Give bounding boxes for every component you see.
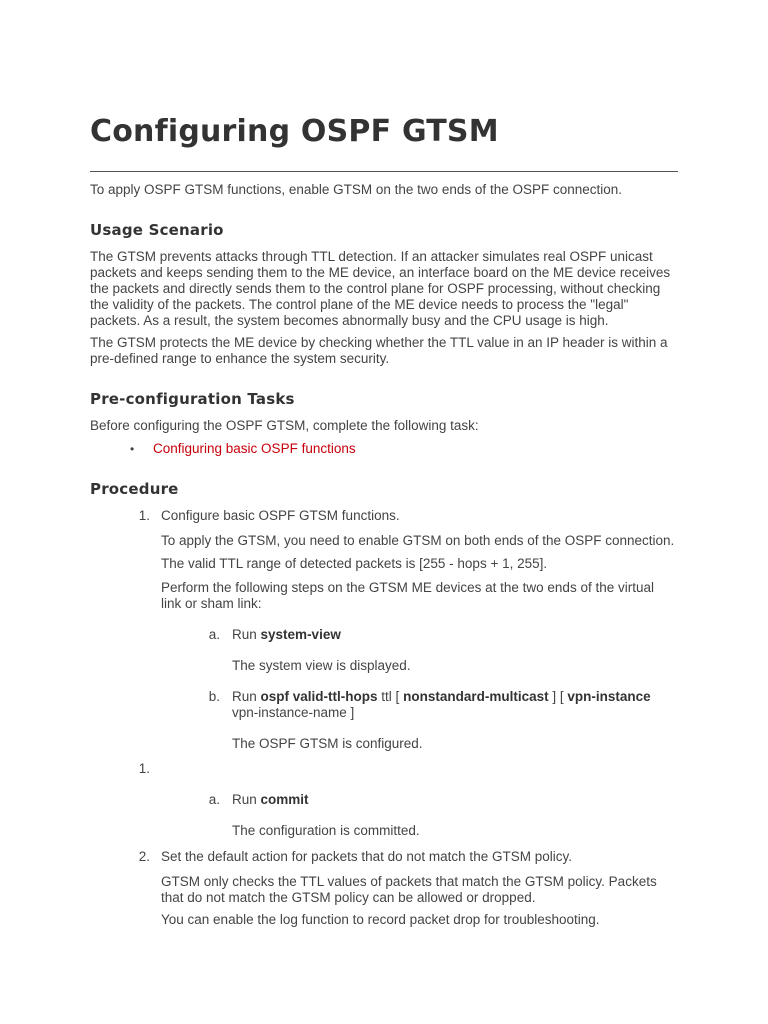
- step-1-paragraph-2: The valid TTL range of detected packets is [255 - hops + 1, 255].: [161, 556, 548, 571]
- usage-paragraph-1: The GTSM prevents attacks through TTL detection. If an attacker simulates real OSPF unicast packets and keeps sending them to the ME device, an interface board on the ME device receives the packets and directly sends them to the control plane for OSPF processing, without checking the validity of the packets. The control plane of the ME device needs to process the "legal" packets. As a result, the system becomes abnormally busy and the CPU usage is high.: [90, 249, 671, 328]
- substep-commit-letter: a.: [208, 792, 220, 807]
- step-1-text: Configure basic OSPF GTSM functions.: [161, 508, 400, 523]
- step-2-paragraph-2: You can enable the log function to record packet drop for troubleshooting.: [161, 912, 600, 927]
- preconfig-paragraph: Before configuring the OSPF GTSM, complete the following task:: [90, 418, 479, 433]
- command-ospf-valid-ttl-hops: ospf valid-ttl-hops: [260, 689, 378, 704]
- step-2-paragraph-1: GTSM only checks the TTL values of packets that match the GTSM policy. Packets that do not match the GTSM policy can be allowed or dropped.: [161, 874, 657, 905]
- step-2-text: Set the default action for packets that do not match the GTSM policy.: [161, 849, 572, 864]
- step-1-paragraph-3: Perform the following steps on the GTSM ME devices at the two ends of the virtual link or sham link:: [161, 580, 654, 611]
- preconfig-task-item: [153, 441, 356, 457]
- step-2-number: 2.: [138, 849, 150, 864]
- substep-b-letter: b.: [208, 689, 220, 704]
- run-label: Run: [232, 792, 257, 807]
- step-1b-number: 1.: [138, 761, 150, 776]
- argument-ttl: ttl [: [381, 689, 400, 704]
- usage-paragraph-2: The GTSM protects the ME device by checking whether the TTL value in an IP header is within a pre-defined range to enhance the system security.: [90, 335, 668, 366]
- substep-a-result: The system view is displayed.: [232, 658, 411, 673]
- substep-a-command: [232, 627, 678, 643]
- preconfig-heading: Pre-configuration Tasks: [90, 390, 295, 408]
- keyword-vpn-instance: vpn-instance: [567, 689, 651, 704]
- substep-a-letter: a.: [208, 627, 220, 642]
- configuring-basic-ospf-link[interactable]: Configuring basic OSPF functions: [153, 441, 356, 456]
- substep-commit-result: The configuration is committed.: [232, 823, 420, 838]
- command-system-view: system-view: [260, 627, 341, 642]
- procedure-heading: Procedure: [90, 480, 179, 498]
- substep-commit-command: [232, 792, 678, 808]
- substep-b-result: The OSPF GTSM is configured.: [232, 736, 423, 751]
- step-1-number: 1.: [138, 508, 150, 523]
- keyword-nonstandard-multicast: nonstandard-multicast: [403, 689, 549, 704]
- title-divider: [90, 171, 678, 172]
- step-1-paragraph-1: To apply the GTSM, you need to enable GTSM on both ends of the OSPF connection.: [161, 533, 675, 548]
- intro-paragraph: To apply OSPF GTSM functions, enable GTSM on the two ends of the OSPF connection.: [90, 182, 623, 197]
- run-label: Run: [232, 627, 257, 642]
- bullet-icon: •: [130, 442, 135, 456]
- run-label: Run: [232, 689, 257, 704]
- usage-scenario-heading: Usage Scenario: [90, 221, 224, 239]
- substep-b-command: [232, 689, 678, 721]
- page-title: Configuring OSPF GTSM: [90, 114, 499, 149]
- argument-vpn-instance-name: vpn-instance-name ]: [232, 705, 355, 720]
- argument-bracket: ] [: [552, 689, 564, 704]
- command-commit: commit: [260, 792, 309, 807]
